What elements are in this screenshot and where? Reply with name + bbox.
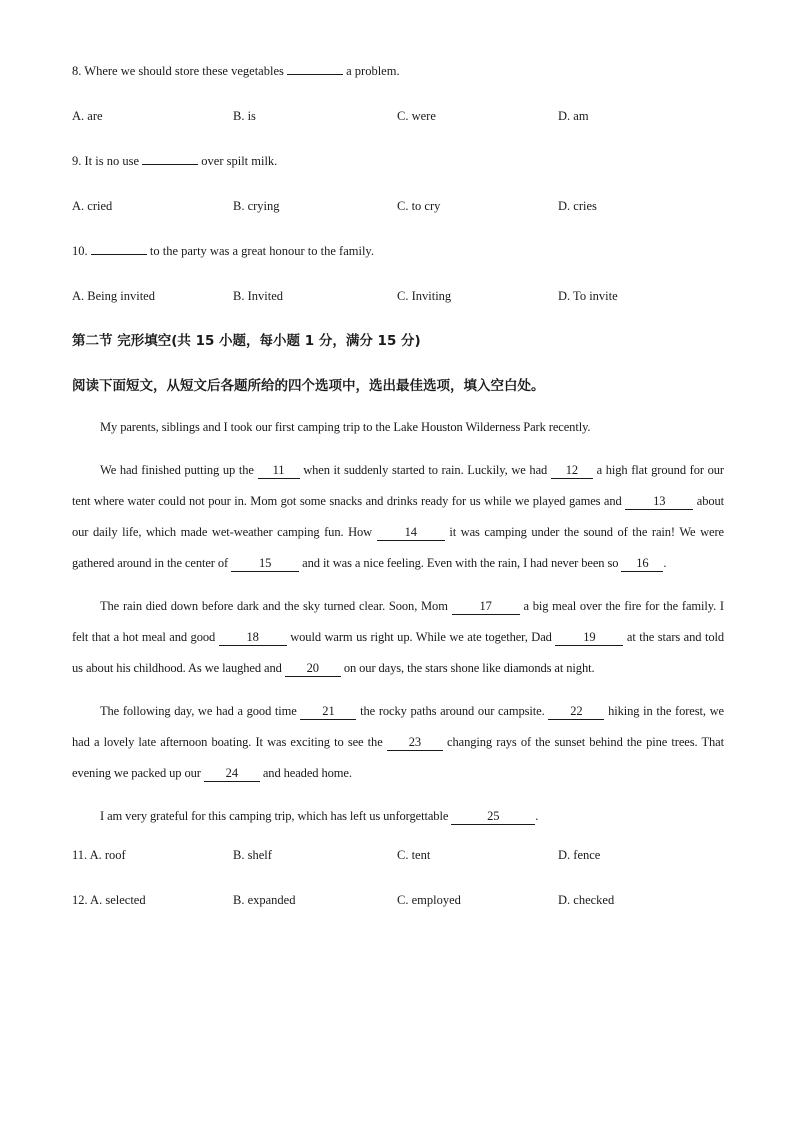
question-10-option-b[interactable]: B. Invited xyxy=(233,289,283,303)
passage-text: changing rays of the sunset behind the pine trees. That evening we packed up our xyxy=(72,735,724,780)
passage-text: would warm us right up. While we ate together, Dad xyxy=(286,630,556,644)
passage-text: it was camping under the sound of the rain! We were gathered around in the center of xyxy=(72,525,724,570)
cloze-blank-14: 14 xyxy=(377,525,445,541)
question-11-options xyxy=(72,844,724,866)
question-9-option-a[interactable]: A. cried xyxy=(72,199,113,213)
question-8-stem-start: 8. Where we should store these vegetables xyxy=(72,64,287,78)
cloze-blank-21: 21 xyxy=(300,704,356,720)
question-8-option-a[interactable]: A. are xyxy=(72,109,103,123)
passage-text: hiking in the forest, we had a lovely late afternoon boating. It was exciting to see the xyxy=(72,704,724,749)
cloze-blank-18: 18 xyxy=(219,630,287,646)
question-9-stem-start: 9. It is no use xyxy=(72,154,143,168)
passage-paragraph-1: My parents, siblings and I took our first camping trip to the Lake Houston Wilderness Park recently. xyxy=(100,420,591,434)
passage-text: a high flat ground for our tent where water could not pour in. Mom got some snacks and drinks ready for us while we played games and xyxy=(72,463,724,508)
question-12-option-c[interactable]: C. employed xyxy=(397,893,461,907)
passage-text: the rocky paths around our campsite. xyxy=(356,704,549,718)
passage-text: The rain died down before dark and the sky turned clear. Soon, Mom xyxy=(100,599,452,613)
cloze-blank-24: 24 xyxy=(204,766,260,782)
question-10-options xyxy=(72,285,724,307)
cloze-blank-11: 11 xyxy=(258,463,300,479)
passage-text: about our daily life, which made wet-weather camping fun. How xyxy=(72,494,725,539)
passage-text: . xyxy=(663,556,667,570)
question-11-option-c[interactable]: C. tent xyxy=(397,848,431,862)
question-8 xyxy=(72,60,724,82)
question-10-stem-start: 10. xyxy=(72,244,91,258)
question-8-options xyxy=(72,105,724,127)
section-2-instruction: 阅读下面短文，从短文后各题所给的四个选项中，选出最佳选项，填入空白处。 xyxy=(72,378,545,394)
question-8-blank xyxy=(287,60,343,75)
exam-page xyxy=(72,60,724,934)
cloze-blank-25: 25 xyxy=(451,809,535,825)
question-9-option-d[interactable]: D. cries xyxy=(558,199,597,213)
cloze-blank-13: 13 xyxy=(625,494,693,510)
question-10-option-a[interactable]: A. Being invited xyxy=(72,289,155,303)
cloze-blank-23: 23 xyxy=(387,735,443,751)
question-10-option-d[interactable]: D. To invite xyxy=(558,289,618,303)
section-2-title: 第二节 完形填空(共 15 小题，每小题 1 分，满分 15 分) xyxy=(72,333,421,349)
cloze-blank-19: 19 xyxy=(555,630,623,646)
question-11-option-d[interactable]: D. fence xyxy=(558,848,601,862)
question-9-stem-end: over spilt milk. xyxy=(198,154,278,168)
question-12-option-d[interactable]: D. checked xyxy=(558,893,615,907)
passage-text: at the stars and told us about his childhood. As we laughed and xyxy=(72,630,725,675)
passage-text: I am very grateful for this camping trip, which has left us unforgettable xyxy=(100,809,452,823)
question-8-option-d[interactable]: D. am xyxy=(558,109,589,123)
question-10-stem-end: to the party was a great honour to the family. xyxy=(146,244,374,258)
question-10-option-c[interactable]: C. Inviting xyxy=(397,289,452,303)
passage-text: . xyxy=(535,809,539,823)
question-11-option-b[interactable]: B. shelf xyxy=(233,848,272,862)
question-8-option-b[interactable]: B. is xyxy=(233,109,256,123)
passage-paragraph-2 xyxy=(72,455,724,579)
cloze-blank-17: 17 xyxy=(452,599,520,615)
passage-text: a big meal over the fire for the family. I felt that a hot meal and good xyxy=(72,599,724,644)
question-8-stem-end: a problem. xyxy=(342,64,400,78)
cloze-blank-15: 15 xyxy=(231,556,299,572)
cloze-blank-12: 12 xyxy=(551,463,593,479)
question-9-options xyxy=(72,195,724,217)
passage-paragraph-3 xyxy=(72,591,724,684)
question-9-option-b[interactable]: B. crying xyxy=(233,199,280,213)
passage-paragraph-5 xyxy=(72,801,724,832)
question-9 xyxy=(72,150,724,172)
question-10 xyxy=(72,240,724,262)
question-11-option-a[interactable]: 11. A. roof xyxy=(72,848,126,862)
passage-text: when it suddenly started to rain. Luckily, we had xyxy=(299,463,551,477)
cloze-blank-16: 16 xyxy=(621,556,663,572)
question-12-option-b[interactable]: B. expanded xyxy=(233,893,296,907)
passage-text: and it was a nice feeling. Even with the rain, I had never been so xyxy=(299,556,622,570)
question-9-option-c[interactable]: C. to cry xyxy=(397,199,441,213)
passage-text: We had finished putting up the xyxy=(100,463,258,477)
passage-paragraph-4 xyxy=(72,696,724,789)
passage-text: The following day, we had a good time xyxy=(100,704,301,718)
cloze-blank-22: 22 xyxy=(548,704,604,720)
question-9-blank xyxy=(142,150,198,165)
passage-text: and headed home. xyxy=(259,766,352,780)
question-12-options xyxy=(72,889,724,911)
cloze-blank-20: 20 xyxy=(285,661,341,677)
question-8-option-c[interactable]: C. were xyxy=(397,109,436,123)
passage-text: on our days, the stars shone like diamonds at night. xyxy=(340,661,595,675)
question-12-option-a[interactable]: 12. A. selected xyxy=(72,893,146,907)
question-10-blank xyxy=(91,240,147,255)
